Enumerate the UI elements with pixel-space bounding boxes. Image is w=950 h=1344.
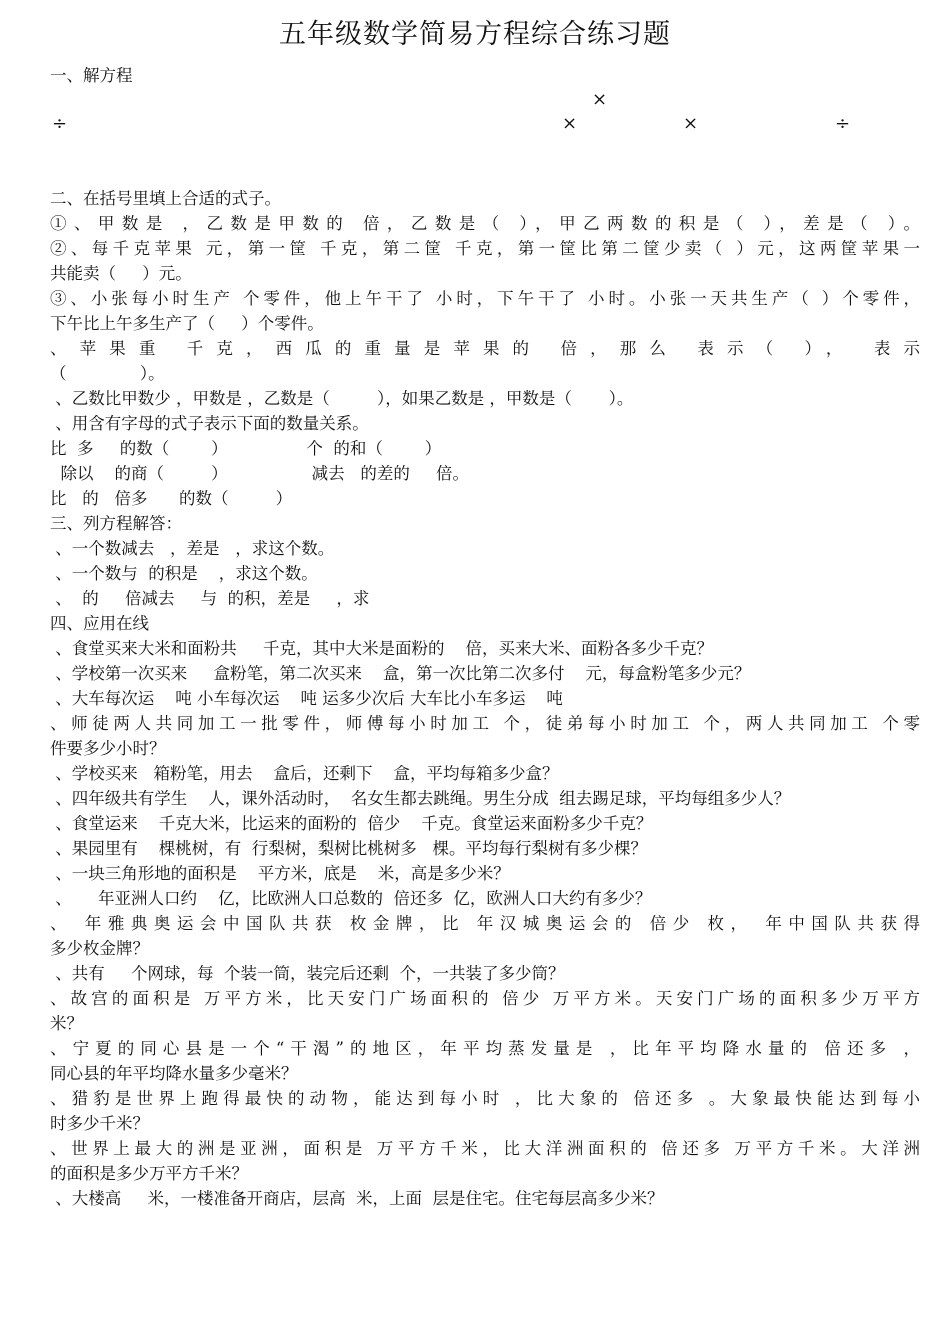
question-text: 、一块三角形地的面积是 平方米，底是 米，高是多少米？: [50, 864, 510, 883]
divide-symbol: ÷: [835, 113, 851, 134]
question-text: 共能卖（ ）元。: [50, 264, 192, 283]
question-text: 、大车每次运 吨 小车每次运 吨 运多少次后 大车比小车多运 吨: [50, 689, 563, 708]
multiply-symbol: ×: [562, 113, 578, 134]
question-text: 、 的 倍减去 与 的积，差是 ，求: [50, 589, 370, 608]
question-text: ③、小张每小时生产 个零件，他上午干了 小时，下午干了 小时。小张一天共生产（ ）个零件，: [50, 289, 920, 308]
question-text: 、共有 个网球，每 个装一筒，装完后还剩 个，一共装了多少筒？: [50, 964, 565, 983]
question-text: 、果园里有 棵桃树，有 行梨树，梨树比桃树多 棵。平均每行梨树有多少棵？: [50, 839, 647, 858]
multiply-symbol: ×: [683, 113, 699, 134]
question-text: 同心县的年平均降水量多少毫米？: [50, 1064, 298, 1083]
page-title: 五年级数学简易方程综合练习题: [279, 19, 671, 50]
question-text: 比 多 的数（ ） 个 的和（ ）: [50, 439, 442, 458]
section-heading-solve-equations: 一、解方程: [50, 66, 133, 85]
question-text: 除以 的商（ ） 减去 的差的 倍。: [50, 464, 470, 483]
multiply-symbol: ×: [592, 89, 608, 110]
question-text: 、乙数比甲数少 ，甲数是 ，乙数是（ ），如果乙数是 ，甲数是（ ）。: [50, 389, 634, 408]
question-text: 、世界上最大的洲是亚洲，面积是 万平方千米，比大洋洲面积的 倍还多 万平方千米。大洋洲: [50, 1139, 920, 1158]
question-text: 、学校第一次买来 盒粉笔，第二次买来 盒，第一次比第二次多付 元，每盒粉笔多少元？: [50, 664, 751, 683]
section-heading-equation-problems: 三、列方程解答：: [50, 514, 182, 533]
question-text: 、食堂买来大米和面粉共 千克，其中大米是面粉的 倍，买来大米、面粉各多少千克？: [50, 639, 713, 658]
question-text: 、大楼高 米，一楼准备开商店，层高 米，上面 层是住宅。住宅每层高多少米？: [50, 1189, 664, 1208]
question-text: 时多少千米？: [50, 1114, 149, 1133]
question-text: 、一个数减去 ，差是 ，求这个数。: [50, 539, 335, 558]
question-text: 、学校买来 箱粉笔，用去 盒后，还剩下 盒，平均每箱多少盒？: [50, 764, 559, 783]
question-text: 米？: [50, 1014, 83, 1033]
question-text: （ ）。: [50, 364, 165, 383]
divide-symbol: ÷: [52, 113, 68, 134]
question-text: 下午比上午多生产了（ ）个零件。: [50, 314, 324, 333]
question-text: 件要多少小时？: [50, 739, 166, 758]
question-text: ②、每千克苹果 元，第一筐 千克，第二筐 千克，第一筐比第二筐少卖（ ）元，这两筐苹果一: [50, 239, 920, 258]
question-text: 、苹果重 千克，西瓜的重量是苹果的 倍，那么 表示（ ）， 表示: [50, 339, 920, 358]
question-text: 的面积是多少万平方千米？: [50, 1164, 248, 1183]
question-text: 比 的 倍多 的数（ ）: [50, 489, 293, 508]
question-text: 、故宫的面积是 万平方米，比天安门广场面积的 倍少 万平方米。天安门广场的面积多少万平方: [50, 989, 920, 1008]
question-text: 、 年亚洲人口约 亿，比欧洲人口总数的 倍还多 亿，欧洲人口大约有多少？: [50, 889, 652, 908]
question-text: 、猎豹是世界上跑得最快的动物，能达到每小时 ，比大象的 倍还多 。大象最快能达到每小: [50, 1089, 920, 1108]
question-text: 、宁夏的同心县是一个“干渴”的地区，年平均蒸发量是 ，比年平均降水量的 倍还多 ，: [50, 1039, 920, 1058]
question-text: 、师徒两人共同加工一批零件，师傅每小时加工 个，徒弟每小时加工 个，两人共同加工 个零: [50, 714, 920, 733]
question-text: 、食堂运来 千克大米，比运来的面粉的 倍少 千克。食堂运来面粉多少千克？: [50, 814, 653, 833]
question-text: 、 年雅典奥运会中国队共获 枚金牌，比 年汉城奥运会的 倍少 枚， 年中国队共获得: [50, 914, 920, 933]
question-text: ①、甲数是 ，乙数是甲数的 倍，乙数是（ ），甲乙两数的积是（ ），差是（ ）。: [50, 214, 920, 233]
section-heading-fill-blanks: 二、在括号里填上合适的式子。: [50, 189, 281, 208]
section-heading-word-problems: 四、应用在线: [50, 614, 149, 633]
question-text: 、用含有字母的式子表示下面的数量关系。: [50, 414, 369, 433]
question-text: 、四年级共有学生 人，课外活动时， 名女生都去跳绳。男生分成 组去踢足球，平均每组多少人？: [50, 789, 791, 808]
question-text: 、一个数与 的积是 ，求这个数。: [50, 564, 318, 583]
question-text: 多少枚金牌？: [50, 939, 149, 958]
